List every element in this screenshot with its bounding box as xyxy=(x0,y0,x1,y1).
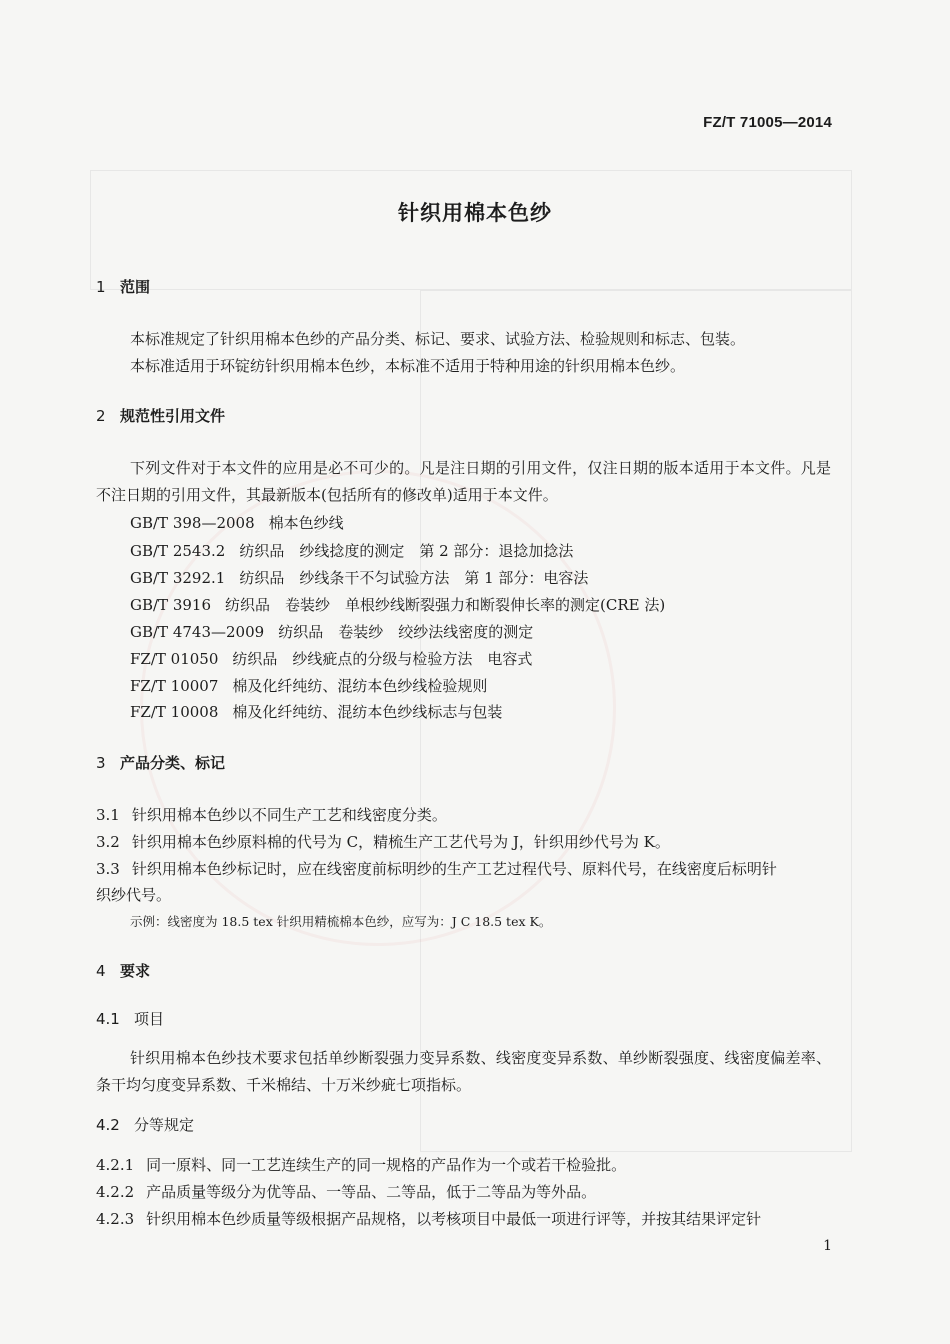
section-number: 2 xyxy=(96,407,106,425)
clause-3-2 xyxy=(96,829,670,856)
ref-title: 纺织品 卷装纱 单根纱线断裂强力和断裂伸长率的测定(CRE 法) xyxy=(225,596,666,614)
section-number: 4 xyxy=(96,962,106,980)
clause-3-1 xyxy=(96,802,447,829)
reference-item xyxy=(130,594,679,615)
section-title: 项目 xyxy=(134,1010,165,1028)
clause-text: 针织用棉本色纱标记时，应在线密度前标明纱的生产工艺过程代号、原料代号，在线密度后标明针 xyxy=(131,860,777,878)
section-4-heading xyxy=(96,960,150,981)
clause-4-2-1 xyxy=(96,1152,626,1179)
reference-item xyxy=(130,540,587,561)
clause-number: 3.3 xyxy=(96,860,120,878)
section-1-heading xyxy=(96,276,150,297)
section-number: 3 xyxy=(96,754,106,772)
references-intro: 下列文件对于本文件的应用是必不可少的。凡是注日期的引用文件，仅注日期的版本适用于本文件。凡是不注日期的引用文件，其最新版本(包括所有的修改单)适用于本文件。 xyxy=(96,459,831,504)
clause-number: 3.1 xyxy=(96,806,120,824)
page-number: 1 xyxy=(823,1238,832,1254)
clause-number: 3.2 xyxy=(96,833,120,851)
section-title: 分等规定 xyxy=(134,1116,195,1134)
ref-title: 棉及化纤纯纺、混纺本色纱线检验规则 xyxy=(232,677,488,695)
show-through-table xyxy=(90,170,852,290)
reference-item xyxy=(130,621,547,642)
clause-text: 同一原料、同一工艺连续生产的同一规格的产品作为一个或若干检验批。 xyxy=(146,1156,627,1174)
standard-number: FZ/T 71005—2014 xyxy=(703,114,832,131)
clause-number: 4.2.3 xyxy=(96,1210,135,1228)
clause-3-3-continued: 织纱代号。 xyxy=(96,886,172,904)
ref-title: 棉及化纤纯纺、混纺本色纱线标志与包装 xyxy=(232,703,503,721)
document-title: 针织用棉本色纱 xyxy=(398,201,552,225)
ref-title: 纺织品 纱线疵点的分级与检验方法 电容式 xyxy=(232,650,533,668)
reference-item xyxy=(130,512,358,533)
section-3-heading xyxy=(96,752,225,773)
reference-item xyxy=(130,648,546,669)
ref-code: GB/T 2543.2 xyxy=(130,542,226,560)
items-paragraph: 针织用棉本色纱技术要求包括单纱断裂强力变异系数、线密度变异系数、单纱断裂强度、线密度偏差率、条干均匀度变异系数、千米棉结、十万米纱疵七项指标。 xyxy=(96,1049,831,1094)
ref-code: FZ/T 10007 xyxy=(130,677,219,695)
section-4-2-heading xyxy=(96,1114,194,1135)
section-number: 4.1 xyxy=(96,1010,120,1028)
reference-item xyxy=(130,567,602,588)
section-title: 范围 xyxy=(120,278,151,296)
clause-number: 4.2.2 xyxy=(96,1183,135,1201)
scope-paragraph-2: 本标准适用于环锭纺针织用棉本色纱，本标准不适用于特种用途的针织用棉本色纱。 xyxy=(130,357,686,375)
reference-item xyxy=(130,701,516,722)
ref-code: FZ/T 10008 xyxy=(130,703,219,721)
clause-text: 针织用棉本色纱以不同生产工艺和线密度分类。 xyxy=(131,806,447,824)
ref-code: GB/T 398—2008 xyxy=(130,514,255,532)
clause-number: 4.2.1 xyxy=(96,1156,135,1174)
clause-4-2-2 xyxy=(96,1179,596,1206)
scope-paragraph-1: 本标准规定了针织用棉本色纱的产品分类、标记、要求、试验方法、检验规则和标志、包装。 xyxy=(130,330,746,348)
ref-title: 棉本色纱线 xyxy=(268,514,344,532)
section-number: 4.2 xyxy=(96,1116,120,1134)
clause-text: 针织用棉本色纱原料棉的代号为 C，精梳生产工艺代号为 J，针织用纱代号为 K。 xyxy=(131,833,670,851)
section-title: 规范性引用文件 xyxy=(120,407,226,425)
ref-code: GB/T 4743—2009 xyxy=(130,623,265,641)
clause-text: 产品质量等级分为优等品、一等品、二等品，低于二等品为等外品。 xyxy=(146,1183,597,1201)
example-note: 示例：线密度为 18.5 tex 针织用精梳棉本色纱，应写为：J C 18.5 tex K。 xyxy=(130,914,552,929)
reference-item xyxy=(130,675,501,696)
ref-title: 纺织品 纱线条干不匀试验方法 第 1 部分：电容法 xyxy=(239,569,589,587)
section-4-1-heading xyxy=(96,1008,164,1029)
ref-code: GB/T 3916 xyxy=(130,596,212,614)
ref-code: FZ/T 01050 xyxy=(130,650,219,668)
ref-code: GB/T 3292.1 xyxy=(130,569,226,587)
ref-title: 纺织品 纱线捻度的测定 第 2 部分：退捻加捻法 xyxy=(239,542,574,560)
section-number: 1 xyxy=(96,278,106,296)
clause-3-3 xyxy=(96,856,777,883)
section-title: 要求 xyxy=(120,962,151,980)
section-title: 产品分类、标记 xyxy=(120,754,226,772)
section-2-heading xyxy=(96,405,225,426)
clause-text: 针织用棉本色纱质量等级根据产品规格，以考核项目中最低一项进行评等，并按其结果评定针 xyxy=(146,1210,762,1228)
clause-4-2-3 xyxy=(96,1206,761,1233)
ref-title: 纺织品 卷装纱 绞纱法线密度的测定 xyxy=(278,623,534,641)
